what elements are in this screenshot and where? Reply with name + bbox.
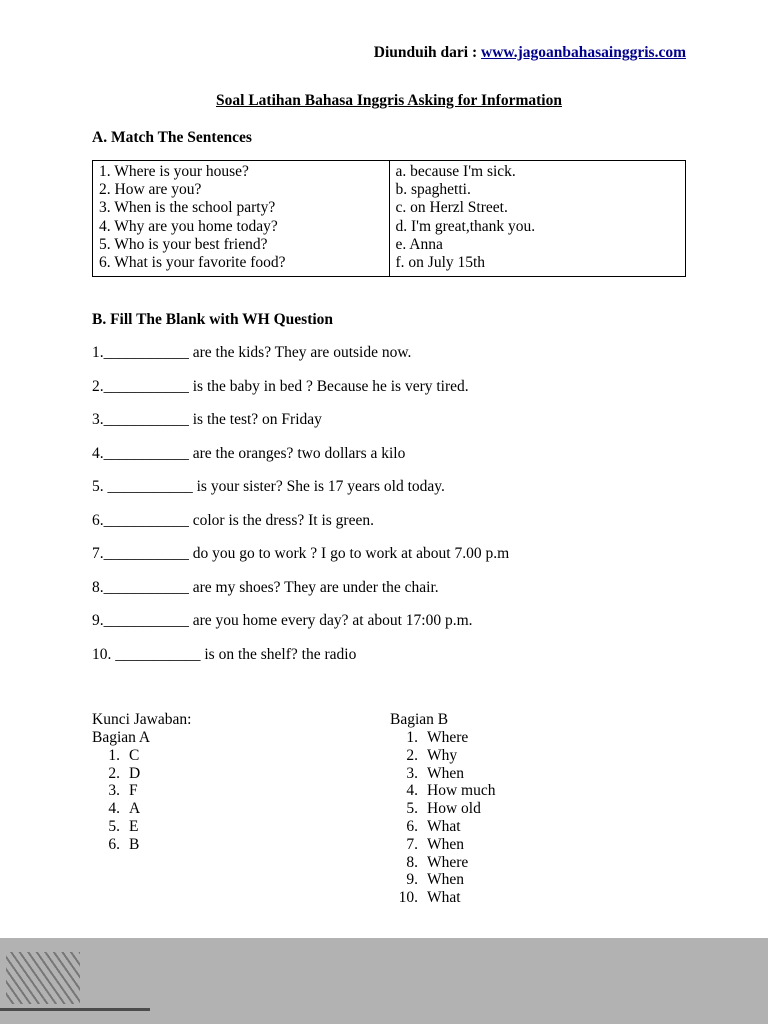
answer-item <box>392 889 686 907</box>
section-a-heading: A. Match The Sentences <box>92 129 252 146</box>
source-link[interactable]: www.jagoanbahasainggris.com <box>481 44 686 61</box>
match-answer: e. Anna <box>395 235 443 253</box>
download-source-label: Diunduih dari : <box>373 44 482 61</box>
header <box>92 44 686 62</box>
answer-value: How much <box>427 782 496 800</box>
fill-blank-question: 6.___________ color is the dress? It is green. <box>92 511 374 529</box>
fill-blank-question: 9.___________ are you home every day? at about 17:00 p.m. <box>92 612 473 630</box>
match-table <box>92 160 686 277</box>
answer-number: 9. <box>406 871 418 889</box>
answer-item <box>392 818 686 836</box>
answer-value: Why <box>427 746 458 764</box>
fill-blank-question: 5. ___________ is your sister? She is 17 years old today. <box>92 478 445 496</box>
match-question: 6. What is your favorite food? <box>99 254 286 272</box>
match-left-cell <box>93 161 390 277</box>
answer-item <box>392 836 686 854</box>
fill-blank-question: 8.___________ are my shoes? They are under the chair. <box>92 578 439 596</box>
answer-number: 3. <box>108 782 120 800</box>
answer-number: 6. <box>406 818 418 835</box>
answer-value: When <box>427 835 465 853</box>
fill-blank-question: 4.___________ are the oranges? two dollars a kilo <box>92 444 406 462</box>
answer-number: 2. <box>108 764 120 782</box>
answer-number: 1. <box>108 746 120 764</box>
answer-value: B <box>129 835 140 853</box>
answer-number: 7. <box>406 835 418 853</box>
answer-number: 3. <box>406 764 418 782</box>
viewer-background <box>0 938 768 1024</box>
answer-item <box>94 836 390 854</box>
answer-key-part-a-list <box>94 747 390 854</box>
answer-value: Where <box>427 853 469 871</box>
answer-item <box>94 782 390 800</box>
answer-number: 8. <box>406 853 418 871</box>
answer-key-part-a-label: Bagian A <box>92 729 151 747</box>
answer-item <box>94 818 390 836</box>
match-answer: d. I'm great,thank you. <box>395 217 536 235</box>
answer-key-part-a <box>92 711 390 907</box>
answer-number: 4. <box>108 800 120 818</box>
answer-item <box>392 782 686 800</box>
answer-key-title: Kunci Jawaban: <box>92 711 192 729</box>
match-question: 2. How are you? <box>99 181 202 199</box>
match-question: 5. Who is your best friend? <box>99 235 268 253</box>
answer-item <box>392 765 686 783</box>
answer-number: 1. <box>406 729 418 747</box>
match-answer: f. on July 15th <box>395 254 486 272</box>
answer-item <box>94 765 390 783</box>
match-question: 1. Where is your house? <box>99 163 249 180</box>
answer-item <box>392 854 686 872</box>
answer-item <box>94 747 390 765</box>
answer-number: 5. <box>406 800 418 818</box>
answer-number: 10. <box>398 889 418 907</box>
fill-blank-question: 7.___________ do you go to work ? I go to work at about 7.00 p.m <box>92 545 510 563</box>
match-question: 4. Why are you home today? <box>99 217 278 235</box>
fill-blank-question: 2.___________ is the baby in bed ? Because he is very tired. <box>92 377 469 395</box>
answer-value: E <box>129 818 139 835</box>
answer-value: C <box>129 746 140 764</box>
answer-number: 5. <box>108 818 120 835</box>
answer-value: What <box>427 889 461 907</box>
answer-value: Where <box>427 729 469 747</box>
answer-item <box>94 800 390 818</box>
answer-value: How old <box>427 800 481 818</box>
answer-value: What <box>427 818 461 835</box>
fill-blank-question: 10. ___________ is on the shelf? the radio <box>92 645 357 663</box>
fill-blank-question: 1.___________ are the kids? They are outside now. <box>92 344 412 362</box>
match-right-cell <box>389 161 686 277</box>
answer-key-part-b <box>390 711 686 907</box>
answer-value: When <box>427 764 465 782</box>
answer-value: When <box>427 871 465 889</box>
match-answer: b. spaghetti. <box>395 181 471 199</box>
fill-blank-question: 3.___________ is the test? on Friday <box>92 411 322 429</box>
fill-blank-questions <box>92 344 686 664</box>
answer-number: 4. <box>406 782 418 800</box>
answer-item <box>392 800 686 818</box>
answer-value: D <box>129 764 141 782</box>
answer-item <box>392 729 686 747</box>
answer-key-part-b-label: Bagian B <box>390 711 449 729</box>
answer-item <box>392 871 686 889</box>
section-b-heading: B. Fill The Blank with WH Question <box>92 311 334 329</box>
answer-number: 2. <box>406 746 418 764</box>
scan-artifact-line <box>0 1008 150 1011</box>
scan-artifact-stripes <box>6 952 80 1004</box>
match-answer: a. because I'm sick. <box>395 163 516 180</box>
page-title: Soal Latihan Bahasa Inggris Asking for Information <box>216 92 562 109</box>
answer-value: A <box>129 800 141 818</box>
answer-number: 6. <box>108 835 120 853</box>
match-question: 3. When is the school party? <box>99 199 276 217</box>
answer-item <box>392 747 686 765</box>
match-answer: c. on Herzl Street. <box>395 199 508 217</box>
answer-value: F <box>129 782 138 800</box>
answer-key <box>92 711 686 907</box>
match-table-row <box>93 161 686 277</box>
answer-key-part-b-list <box>392 729 686 907</box>
